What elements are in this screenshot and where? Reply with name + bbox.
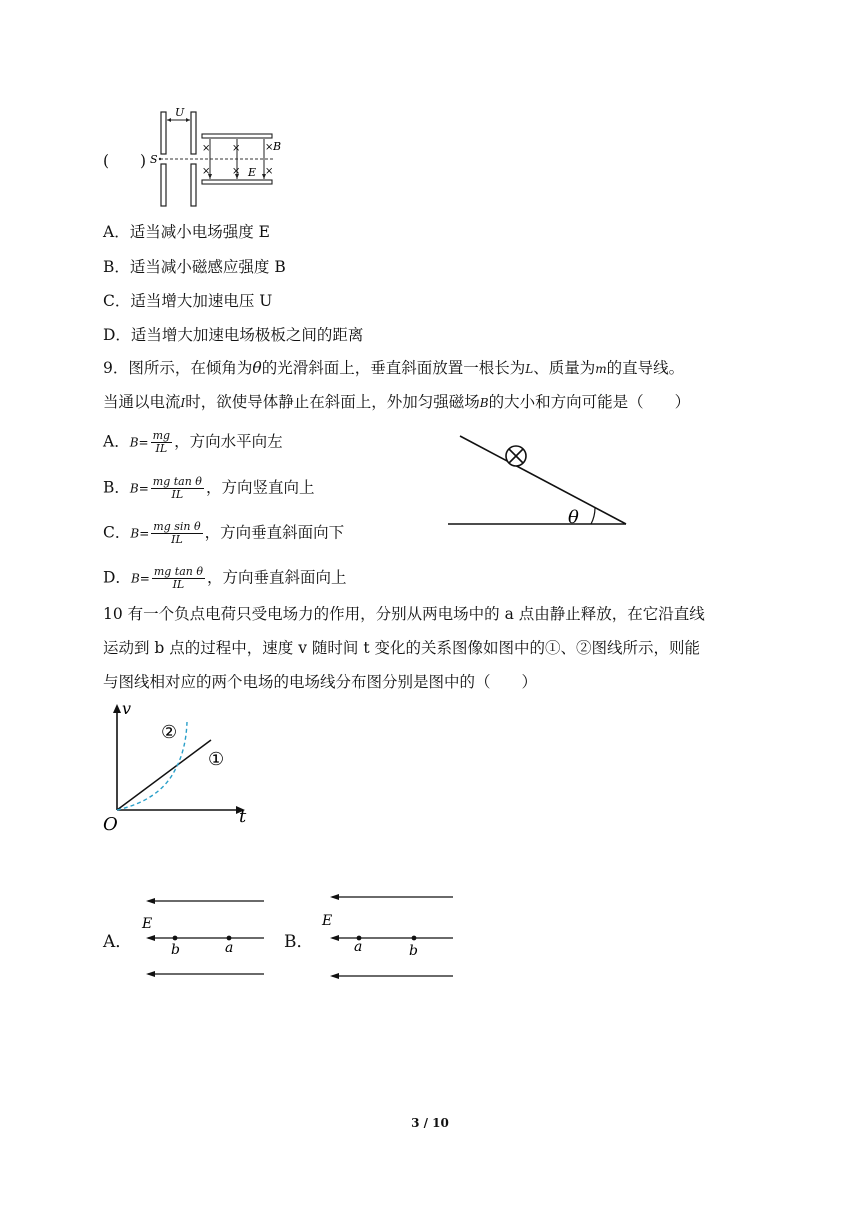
v-label: v [122, 700, 132, 718]
selector-plate-bottom [202, 180, 272, 184]
page-number: 3 / 10 [411, 1116, 449, 1130]
plate-left-bottom [161, 164, 166, 206]
cross-mark: × [265, 166, 274, 177]
cross-mark: × [265, 142, 274, 153]
field-label-e: E [142, 916, 153, 932]
q8-option-b: B．适当减小磁感应强度 B [103, 258, 286, 276]
angle-arc [591, 508, 595, 524]
cross-mark: × [232, 166, 241, 177]
angle-label: θ [568, 507, 579, 528]
plate-right-top [191, 112, 196, 154]
curve-1 [117, 740, 211, 810]
q8-paren: ( ) [103, 152, 147, 170]
q8-option-a: A．适当减小电场强度 E [103, 223, 270, 241]
q10-stem-line3: 与图线相对应的两个电场的电场线分布图分别是图中的（ ） [103, 673, 538, 691]
q10-choice-a-label: A． [103, 932, 133, 952]
incline-figure [440, 428, 640, 532]
origin-label: O [103, 814, 118, 832]
point-label: a [225, 940, 234, 956]
q9-stem-line2: 当通以电流I时，欲使导体静止在斜面上，外加匀强磁场B的大小和方向可能是（ ） [103, 393, 691, 411]
q8-option-c: C．适当增大加速电压 U [103, 292, 273, 310]
plate-left-top [161, 112, 166, 154]
q9-option-c: C．B= $\frac{\text{mg sin θ}}{IL}$ ，方向垂直斜面向下 [103, 520, 345, 546]
field-label-e: E [322, 913, 333, 929]
q10-stem-line2: 运动到 b 点的过程中，速度 v 随时间 t 变化的关系图像如图中的①、②图线所示，则能 [103, 639, 700, 657]
q9-option-d: D．B= $\frac{\text{mg tan θ}}{IL}$ ，方向垂直斜面向上 [103, 565, 347, 591]
velocity-selector-diagram [148, 104, 288, 208]
velocity-time-graph [100, 700, 260, 832]
cross-mark: × [232, 143, 241, 154]
point-label: a [354, 939, 363, 955]
point-label: b [409, 943, 418, 959]
q10-stem-line1: 10 有一个负点电荷只受电场力的作用，分别从两电场中的 a 点由静止释放，在它沿直线 [103, 605, 705, 623]
q8-option-d: D．适当增大加速电场极板之间的距离 [103, 326, 364, 344]
label-u: U [175, 106, 185, 119]
plate-right-bottom [191, 164, 196, 206]
selector-plate-top [202, 134, 272, 138]
cross-mark: × [202, 166, 211, 177]
label-b: B [273, 140, 282, 153]
point-label: b [171, 942, 180, 958]
label-e: E [248, 166, 257, 179]
incline-line [460, 436, 626, 524]
label-s: S [150, 153, 158, 166]
q9-option-a: A．B= $\frac{mg}{IL}$ ，方向水平向左 [103, 429, 283, 455]
curve-1-label: ① [208, 749, 225, 770]
field-diagram-b [316, 887, 458, 985]
cross-mark: × [202, 143, 211, 154]
t-label: t [239, 806, 247, 827]
q9-option-b: B．B= $\frac{\text{mg tan θ}}{IL}$ ，方向竖直向上 [103, 475, 315, 501]
field-diagram-a [136, 890, 268, 982]
curve-2-label: ② [161, 722, 178, 743]
q10-choice-b-label: B． [284, 932, 314, 952]
conductor-into-page-icon [506, 446, 526, 466]
q9-stem-line1: 9．图所示，在倾角为θ的光滑斜面上，垂直斜面放置一根长为L、质量为m的直导线。 [103, 359, 685, 377]
